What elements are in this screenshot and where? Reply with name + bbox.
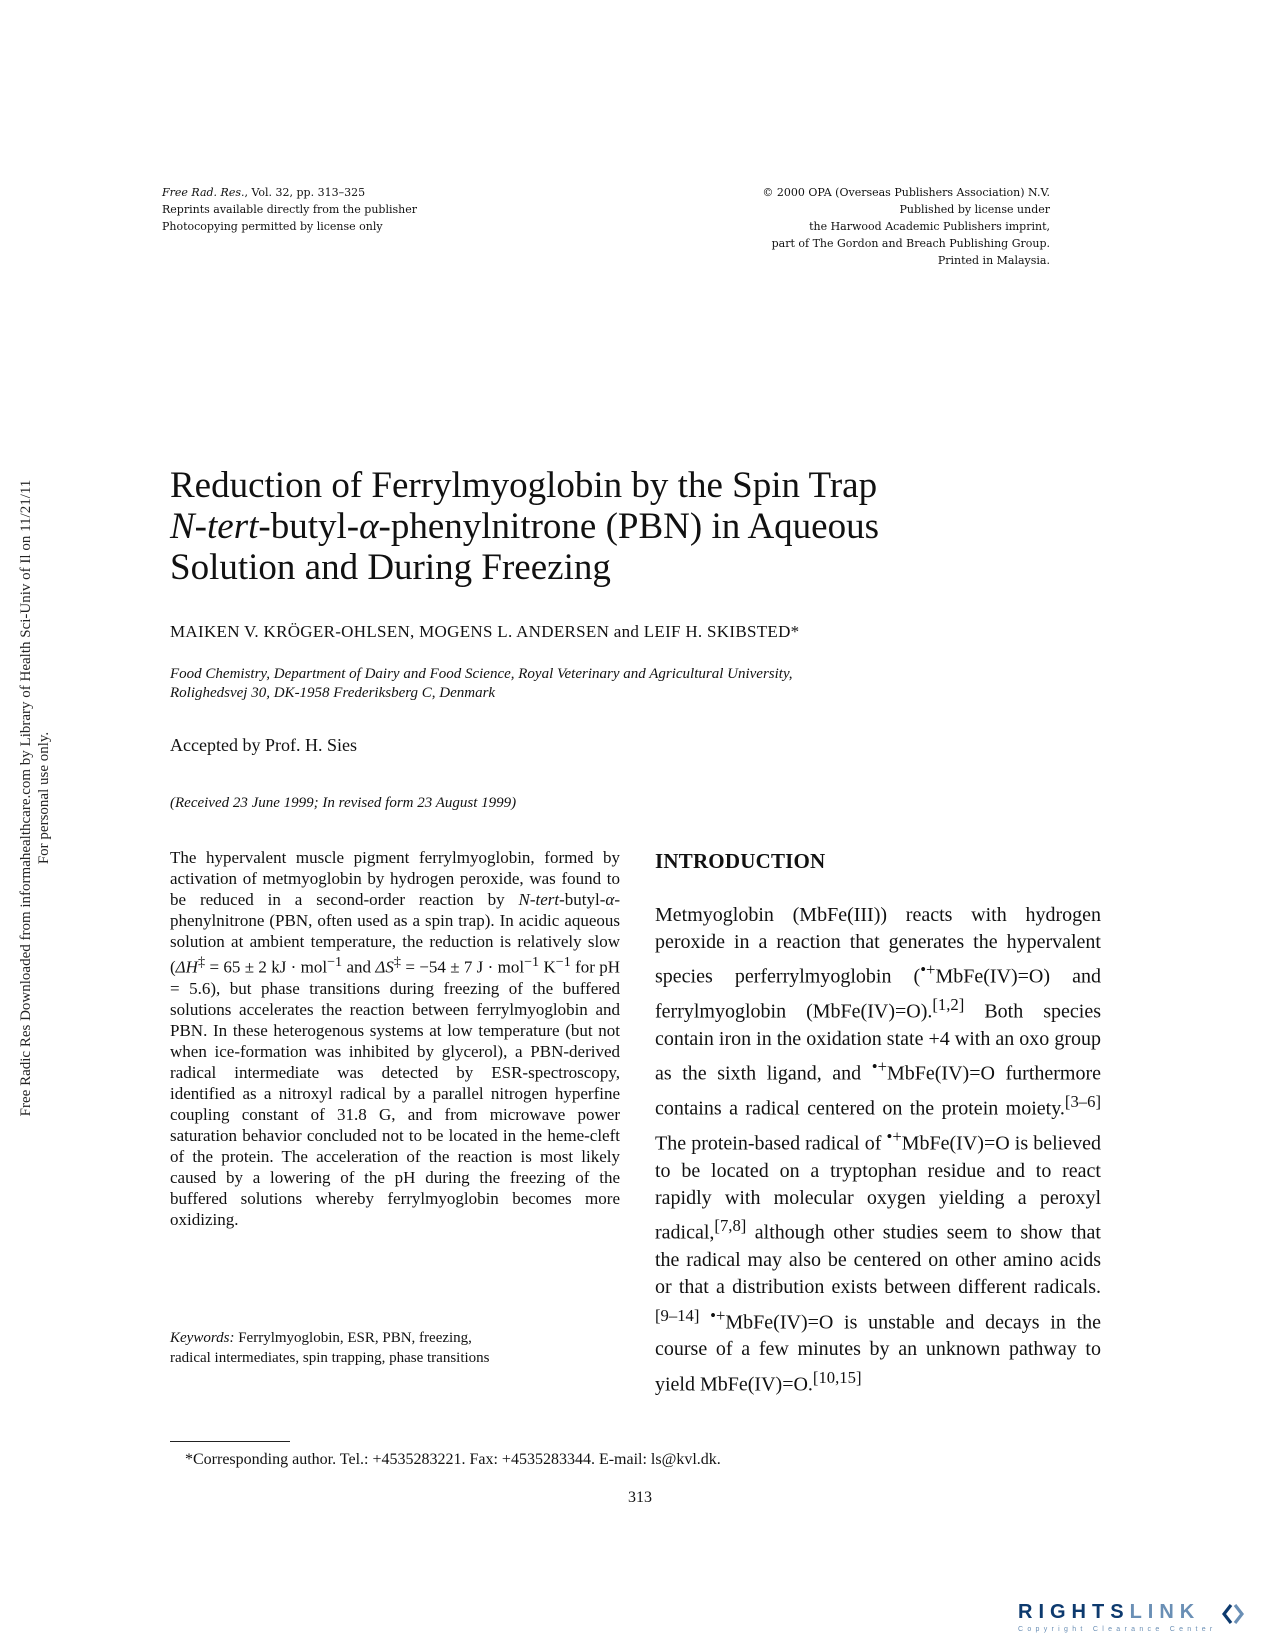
affiliation: Food Chemistry, Department of Dairy and Food Science, Royal Veterinary and Agricultural University, Rolighedsvej 30, DK-1958 Frederiksberg C, Denmark (170, 666, 793, 701)
citation-ref[interactable]: [7,8] (714, 1216, 747, 1236)
accepted-by: Accepted by Prof. H. Sies (170, 735, 357, 755)
citation-ref[interactable]: [9–14] (655, 1305, 700, 1325)
download-watermark (17, 268, 53, 1328)
introduction-paragraph: Metmyoglobin (MbFe(III)) reacts with hydrogen peroxide in a reaction that generates the hypervalent species perferrylmyoglobin (•+MbFe(IV)=O) and ferrylmyoglobin (MbFe(IV)=O).[1,2] Both species contain iron in the oxidation state +4 with an oxo group as the sixth ligand, and •+MbFe(IV)=O furthermore contains a radical centered on the protein moiety.[3–6] The protein-based radical of •+MbFe(IV)=O is believed to be located on a tryptophan residue and to react rapidly with molecular oxygen yielding a peroxyl radical,[7,8] although other studies seem to show that the radical may also be centered on other amino acids or that a distribution exists between different radicals.[9–14] •+MbFe(IV)=O is unstable and decays in the course of a few minutes by an unknown pathway to yield MbFe(IV)=O.[10,15] (655, 904, 1102, 1396)
citation-ref[interactable]: [10,15] (812, 1367, 862, 1387)
section-heading-introduction: INTRODUCTION (655, 849, 826, 873)
photocopy-notice: Photocopying permitted by license only (162, 220, 383, 233)
journal-header-left (162, 184, 417, 235)
received-dates: (Received 23 June 1999; In revised form 23 August 1999) (170, 795, 517, 811)
group-line: part of The Gordon and Breach Publishing Group. (771, 237, 1050, 250)
keywords-label: Keywords: (170, 1330, 235, 1346)
journal-citation: Free Rad. Res., Vol. 32, pp. 313–325 (162, 186, 366, 199)
keywords: Keywords: Ferrylmyoglobin, ESR, PBN, freezing, radical intermediates, spin trapping, phase transitions (170, 1330, 490, 1366)
citation-ref[interactable]: [3–6] (1064, 1092, 1101, 1112)
printed-line: Printed in Malaysia. (937, 254, 1050, 267)
reprint-notice: Reprints available directly from the publisher (162, 203, 417, 216)
page-number: 313 (628, 1489, 652, 1506)
author-list: MAIKEN V. KRÖGER-OHLSEN, MOGENS L. ANDERSEN and LEIF H. SKIBSTED* (170, 622, 800, 641)
rightslink-logo[interactable] (1018, 1601, 1250, 1637)
license-line: Published by license under (899, 203, 1050, 216)
copyright-line: © 2000 OPA (Overseas Publishers Association) N.V. (762, 186, 1050, 199)
citation-ref[interactable]: [1,2] (932, 995, 965, 1015)
corresponding-author-footnote: *Corresponding author. Tel.: +4535283221. Fax: +4535283344. E-mail: ls@kvl.dk. (185, 1451, 721, 1468)
rightslink-link: LINK (1129, 1601, 1201, 1623)
rightslink-chevron-icon (1222, 1602, 1244, 1626)
publisher-header-right (700, 184, 1050, 269)
footnote-rule (170, 1441, 290, 1442)
imprint-line: the Harwood Academic Publishers imprint, (809, 220, 1050, 233)
article-title: Reduction of Ferrylmyoglobin by the Spin Trap N-tert-butyl-α-phenylnitrone (PBN) in Aqueous Solution and During Freezing (170, 465, 879, 588)
rightslink-rights: RIGHTS (1018, 1601, 1130, 1623)
watermark-line-1: Free Radic Res Downloaded from informahealthcare.com by Library of Health Sci-Univ of Il on 11/21/11 (18, 479, 34, 1117)
abstract: The hypervalent muscle pigment ferrylmyoglobin, formed by activation of metmyoglobin by hydrogen peroxide, was found to be reduced in a second-order reaction by N-tert-butyl-α-phenylnitrone (PBN, often used as a spin trap). In acidic aqueous solution at ambient temperature, the reduction is relatively slow (ΔH‡ = 65 ± 2 kJ · mol$^{-1}$ and ΔS‡ = −54 ± 7 J · mol$^{-1}$ $K^{-1}$ for pH = 5.6), but phase transitions during freezing of the buffered solutions accelerates the reaction between ferrylmyoglobin and PBN. In these heterogenous systems at low temperature (but not when ice-formation was inhibited by glycerol), a PBN-derived radical intermediate was detected by ESR-spectroscopy, identified as a nitroxyl radical by a parallel nitrogen hyperfine coupling constant of 31.8 G, and from microwave power saturation behavior concluded not to be located in the heme-cleft of the protein. The acceleration of the reaction is most likely caused by a lowering of the pH during the freezing of the buffered solutions whereby ferrylmyoglobin becomes more oxidizing. (170, 848, 621, 1229)
rightslink-subtitle: Copyright Clearance Center (1018, 1626, 1217, 1633)
watermark-line-2: For personal use only. (36, 731, 52, 865)
